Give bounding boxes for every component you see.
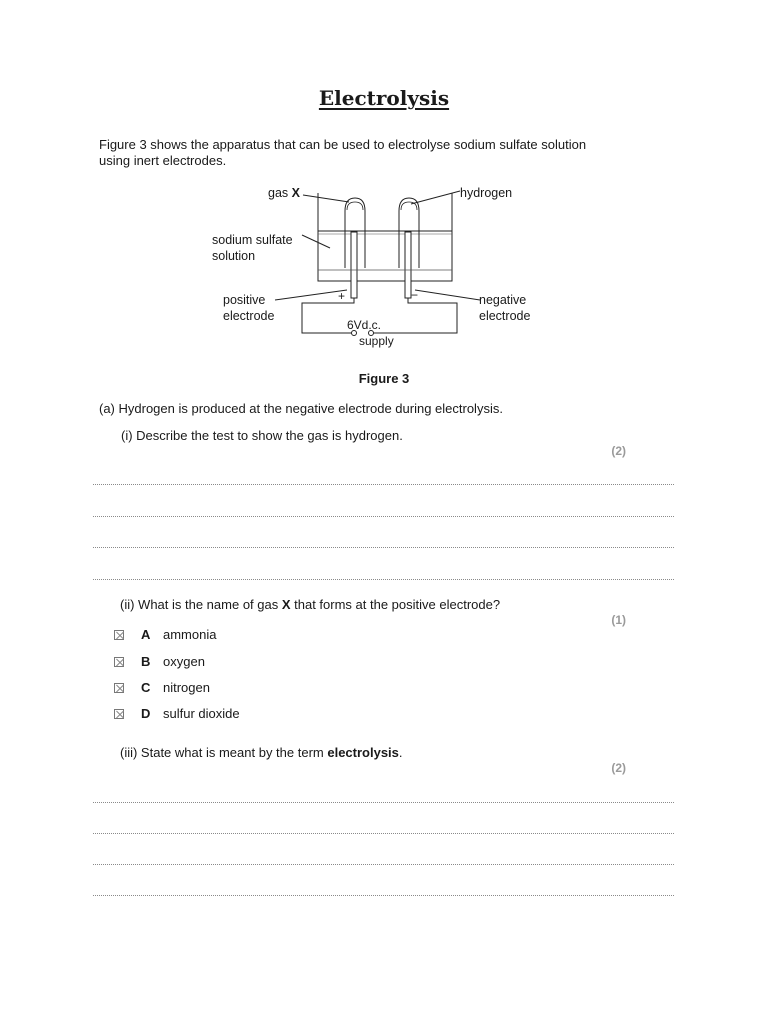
option-c-checkbox[interactable]	[114, 683, 124, 693]
question-a-ii: (ii) What is the name of gas X that forms at the positive electrode?	[120, 597, 501, 612]
question-a-i: (i) Describe the test to show the gas is hydrogen.	[121, 428, 403, 443]
label-plus: +	[338, 289, 346, 303]
answer-line-iii-2[interactable]	[93, 833, 674, 834]
question-a-stem: (a) Hydrogen is produced at the negative electrode during electrolysis.	[99, 401, 503, 416]
marks-a-ii: (1)	[611, 613, 626, 627]
electrolysis-apparatus-figure	[205, 178, 545, 356]
label-solution-line2: solution	[212, 249, 256, 263]
figure-caption: Figure 3	[358, 371, 410, 386]
label-positive-line1: positive	[223, 293, 266, 307]
answer-line-i-1[interactable]	[93, 484, 674, 485]
option-b[interactable]: B oxygen	[114, 654, 205, 670]
label-supply-line2: supply	[359, 334, 394, 348]
page-title: Electrolysis	[318, 86, 450, 110]
option-d[interactable]: D sulfur dioxide	[114, 706, 240, 722]
marks-a-iii: (2)	[611, 761, 626, 775]
answer-line-iii-4[interactable]	[93, 895, 674, 896]
label-negative-line1: negative	[479, 293, 527, 307]
option-c[interactable]: C nitrogen	[114, 680, 210, 696]
answer-line-i-4[interactable]	[93, 579, 674, 580]
label-gas-x: gas X	[268, 186, 300, 200]
answer-line-i-2[interactable]	[93, 516, 674, 517]
answer-line-iii-1[interactable]	[93, 802, 674, 803]
label-negative-line2: electrode	[479, 309, 531, 323]
beaker	[318, 193, 452, 281]
label-positive-line2: electrode	[223, 309, 275, 323]
intro-text: Figure 3 shows the apparatus that can be used to electrolyse sodium sulfate solution using inert electrodes.	[99, 137, 587, 168]
label-minus: −	[411, 288, 419, 302]
positive-electrode-rod	[351, 232, 357, 298]
marks-a-i: (2)	[611, 444, 626, 458]
label-solution-line1: sodium sulfate	[212, 233, 293, 247]
label-hydrogen: hydrogen	[460, 186, 513, 200]
option-a-checkbox[interactable]	[114, 630, 124, 640]
option-b-checkbox[interactable]	[114, 657, 124, 667]
answer-line-i-3[interactable]	[93, 547, 674, 548]
option-a[interactable]: A ammonia	[114, 627, 216, 643]
option-d-checkbox[interactable]	[114, 709, 124, 719]
label-supply-line1: 6Vd.c.	[347, 318, 382, 332]
question-a-iii: (iii) State what is meant by the term electrolysis.	[120, 745, 403, 760]
answer-line-iii-3[interactable]	[93, 864, 674, 865]
